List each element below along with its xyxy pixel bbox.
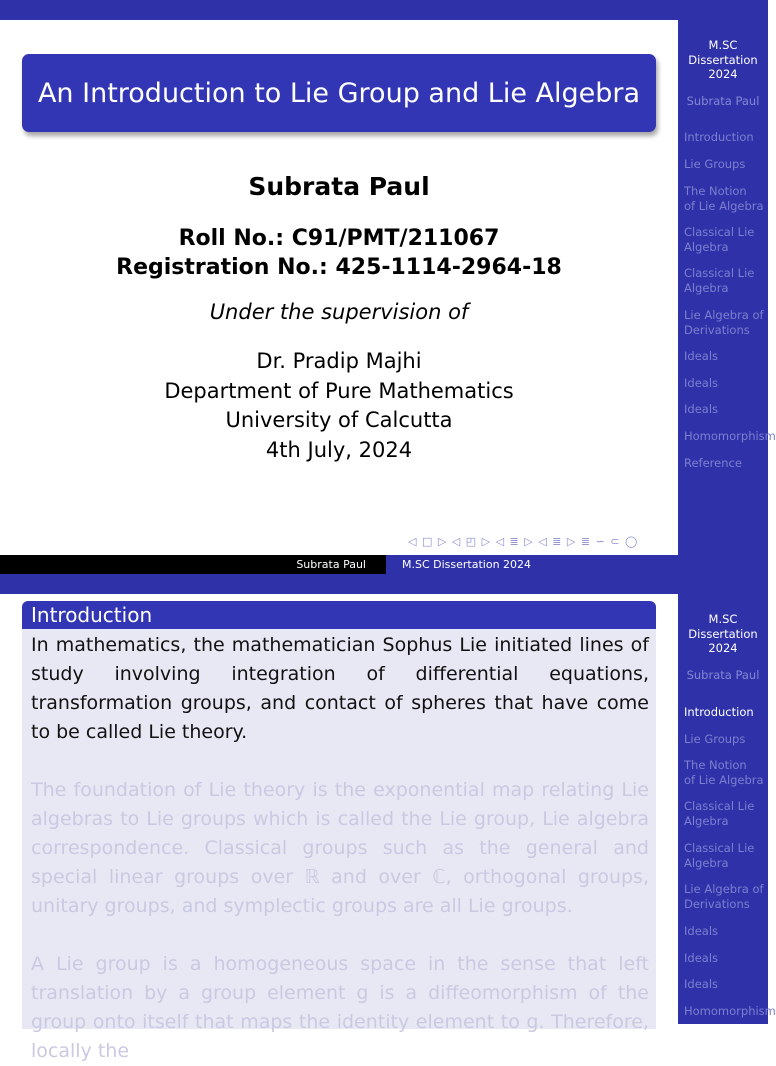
sidebar-item-classical-lie-algebra[interactable]: Classical Lie Algebra xyxy=(684,841,755,870)
sidebar-title[interactable] xyxy=(678,612,768,656)
sidebar-item-ideals[interactable]: Ideals xyxy=(684,977,719,991)
supervisor-block xyxy=(0,347,678,465)
department: Department of Pure Mathematics xyxy=(164,378,514,403)
introduction-slide xyxy=(0,574,776,1062)
sidebar-title-line: M.SC xyxy=(708,612,738,626)
supervisor-name: Dr. Pradip Majhi xyxy=(256,349,422,373)
sidebar-item-classical-lie-algebra[interactable]: Classical Lie Algebra xyxy=(684,799,755,828)
sidebar-item-homomorphism[interactable]: Homomorphism xyxy=(684,1004,776,1018)
intro-paragraph-3: A Lie group is a homogeneous space in the sense that left translation by a group element g is a diffeomorphism of the group onto itself that maps the identity element to g. Therefore, locally the xyxy=(31,953,649,1062)
sidebar-title[interactable] xyxy=(678,38,768,82)
sidebar-item-ideals[interactable]: Ideals xyxy=(684,402,719,416)
sidebar-item-lie-groups[interactable]: Lie Groups xyxy=(684,732,746,746)
sidebar-item-lie-algebra-derivations[interactable]: Lie Algebra of Derivations xyxy=(684,882,764,911)
sidebar-title-line: 2024 xyxy=(708,641,738,655)
footer-left xyxy=(0,555,386,574)
sidebar-item-introduction[interactable]: Introduction xyxy=(684,130,754,144)
sidebar-item-notion-lie-algebra[interactable]: The Notion of Lie Algebra xyxy=(684,758,764,787)
sidebar-title-line: Dissertation xyxy=(688,626,758,641)
registration-number: Registration No.: 425-1114-2964-18 xyxy=(116,255,562,280)
sidebar-item-classical-lie-algebra[interactable]: Classical Lie Algebra xyxy=(684,266,755,295)
sidebar xyxy=(678,574,776,1024)
section-title: Introduction xyxy=(31,603,153,627)
sidebar-item-lie-algebra-derivations[interactable]: Lie Algebra of Derivations xyxy=(684,308,764,337)
sidebar xyxy=(678,0,776,574)
author-name: Subrata Paul xyxy=(248,172,430,201)
sidebar-item-ideals[interactable]: Ideals xyxy=(684,924,719,938)
beamer-navigation-icons[interactable]: ◁ □ ▷ ◁ ◰ ▷ ◁ ≣ ▷ ◁ ≣ ▷ ≣ ∽ ⊂ ◯ xyxy=(408,535,639,548)
intro-paragraph-2: The foundation of Lie theory is the exponential map relating Lie algebras to Lie groups which is called the Lie group, Lie algebra correspondence. Classical groups such as the general and special linear groups over ℝ and over ℂ, orthogonal groups, unitary groups, and symplectic groups are all Lie groups. xyxy=(31,779,649,917)
top-bar xyxy=(0,0,678,20)
sidebar-item-classical-lie-algebra[interactable]: Classical Lie Algebra xyxy=(684,225,755,254)
sidebar-item-lie-groups[interactable]: Lie Groups xyxy=(684,157,746,171)
sidebar-title-line: 2024 xyxy=(708,67,738,81)
sidebar-item-homomorphism[interactable]: Homomorphism xyxy=(684,429,776,443)
sidebar-item-notion-lie-algebra[interactable]: The Notion of Lie Algebra xyxy=(684,184,764,213)
university: University of Calcutta xyxy=(225,408,453,432)
sidebar-item-ideals[interactable]: Ideals xyxy=(684,376,719,390)
sidebar-title-line: M.SC xyxy=(708,38,738,52)
footer-author: Subrata Paul xyxy=(296,558,366,571)
sidebar-item-ideals[interactable]: Ideals xyxy=(684,349,719,363)
section-header xyxy=(22,601,656,629)
footer-title: M.SC Dissertation 2024 xyxy=(402,558,532,571)
sidebar-author[interactable]: Subrata Paul xyxy=(686,94,760,108)
sidebar-title-line: Dissertation xyxy=(688,52,758,67)
sidebar-item-reference[interactable]: Reference xyxy=(684,456,742,470)
sidebar-item-ideals[interactable]: Ideals xyxy=(684,951,719,965)
sidebar-author[interactable]: Subrata Paul xyxy=(686,668,760,682)
intro-paragraph-1: In mathematics, the mathematician Sophus Lie initiated lines of study involving integration of differential equations, transformation groups, and contact of spheres that have come to be called Lie theory. xyxy=(31,634,649,743)
section-body xyxy=(22,629,656,1062)
roll-number: Roll No.: C91/PMT/211067 xyxy=(178,226,500,251)
student-ids xyxy=(0,224,678,282)
supervision-label: Under the supervision of xyxy=(209,300,469,324)
sidebar-item-introduction[interactable]: Introduction xyxy=(684,705,754,719)
presentation-title-box xyxy=(22,54,656,132)
footer xyxy=(0,555,768,574)
presentation-date: 4th July, 2024 xyxy=(265,437,413,462)
presentation-title: An Introduction to Lie Group and Lie Algebra xyxy=(37,77,641,109)
footer-right xyxy=(386,555,768,574)
top-bar xyxy=(0,574,678,594)
